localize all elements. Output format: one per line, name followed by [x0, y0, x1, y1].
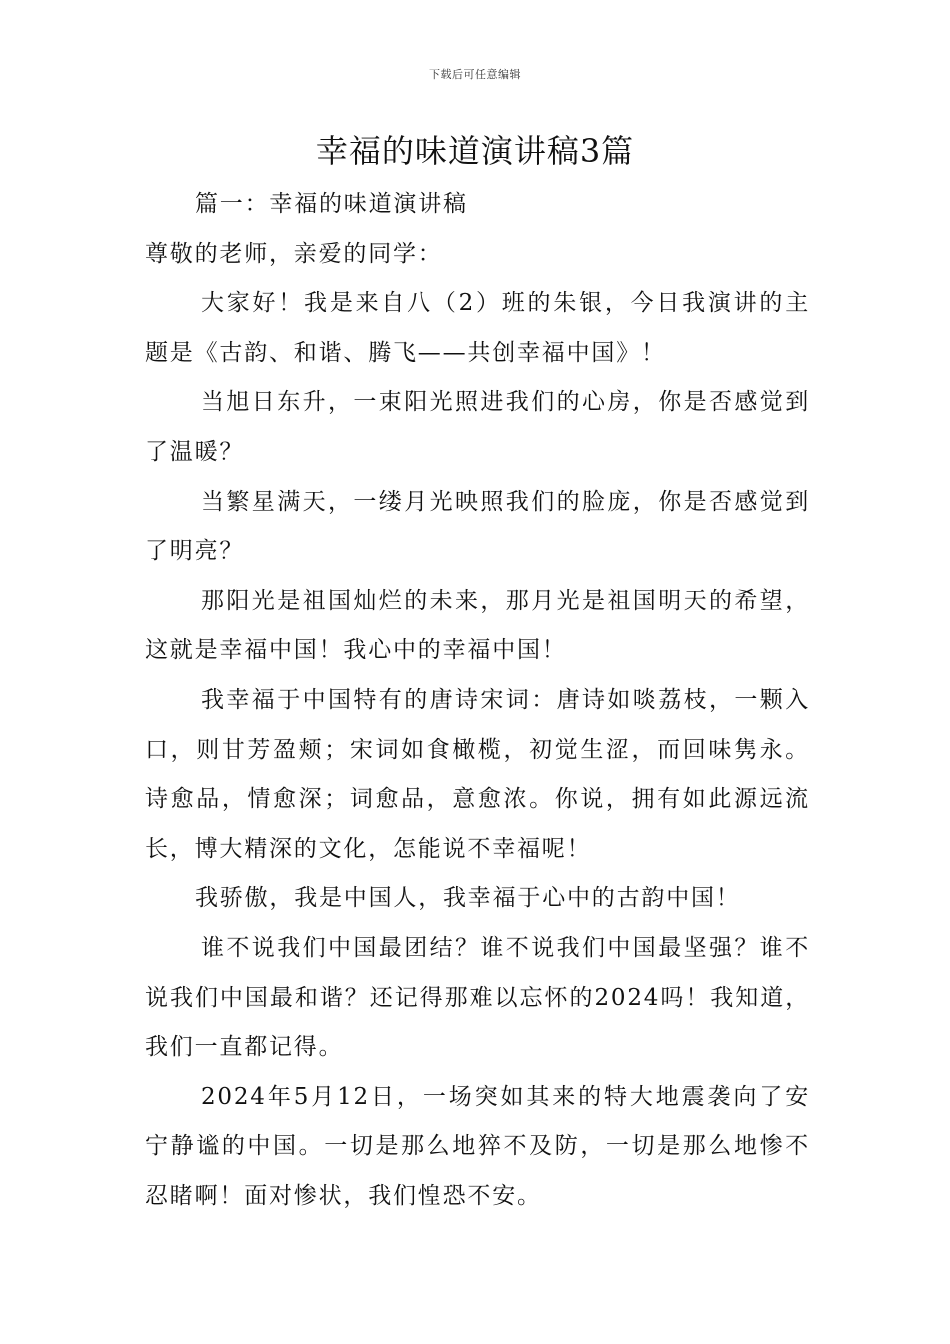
paragraph: 谁不说我们中国最团结？谁不说我们中国最坚强？谁不说我们中国最和谐？还记得那难以忘怀的2024吗！我知道，我们一直都记得。	[145, 934, 810, 1061]
header-note: 下载后可任意编辑	[429, 68, 521, 81]
paragraph: 当旭日东升，一束阳光照进我们的心房，你是否感觉到了温暖？	[145, 389, 810, 465]
page-title: 幸福的味道演讲稿3篇	[315, 132, 635, 170]
paragraph: 我骄傲，我是中国人，我幸福于心中的古韵中国！	[195, 885, 741, 912]
paragraph: 当繁星满天，一缕月光映照我们的脸庞，你是否感觉到了明亮？	[145, 488, 810, 565]
salutation: 尊敬的老师，亲爱的同学：	[145, 240, 443, 267]
paragraph: 大家好！我是来自八（2）班的朱银，今日我演讲的主题是《古韵、和谐、腾飞——共创幸福中国》！	[145, 290, 810, 366]
paragraph: 那阳光是祖国灿烂的未来，那月光是祖国明天的希望，这就是幸福中国！我心中的幸福中国！	[145, 587, 810, 664]
paragraph: 我幸福于中国特有的唐诗宋词：唐诗如啖荔枝，一颗入口，则甘芳盈颊；宋词如食橄榄，初觉生涩，而回味隽永。诗愈品，情愈深；词愈品，意愈浓。你说，拥有如此源远流长，博大精深的文化，怎能说不幸福呢！	[145, 686, 810, 862]
section-heading: 篇一：幸福的味道演讲稿	[195, 191, 468, 217]
document-body	[145, 180, 810, 1221]
paragraph: 2024年5月12日，一场突如其来的特大地震袭向了安宁静谧的中国。一切是那么地猝不及防，一切是那么地惨不忍睹啊！面对惨状，我们惶恐不安。	[145, 1083, 810, 1209]
